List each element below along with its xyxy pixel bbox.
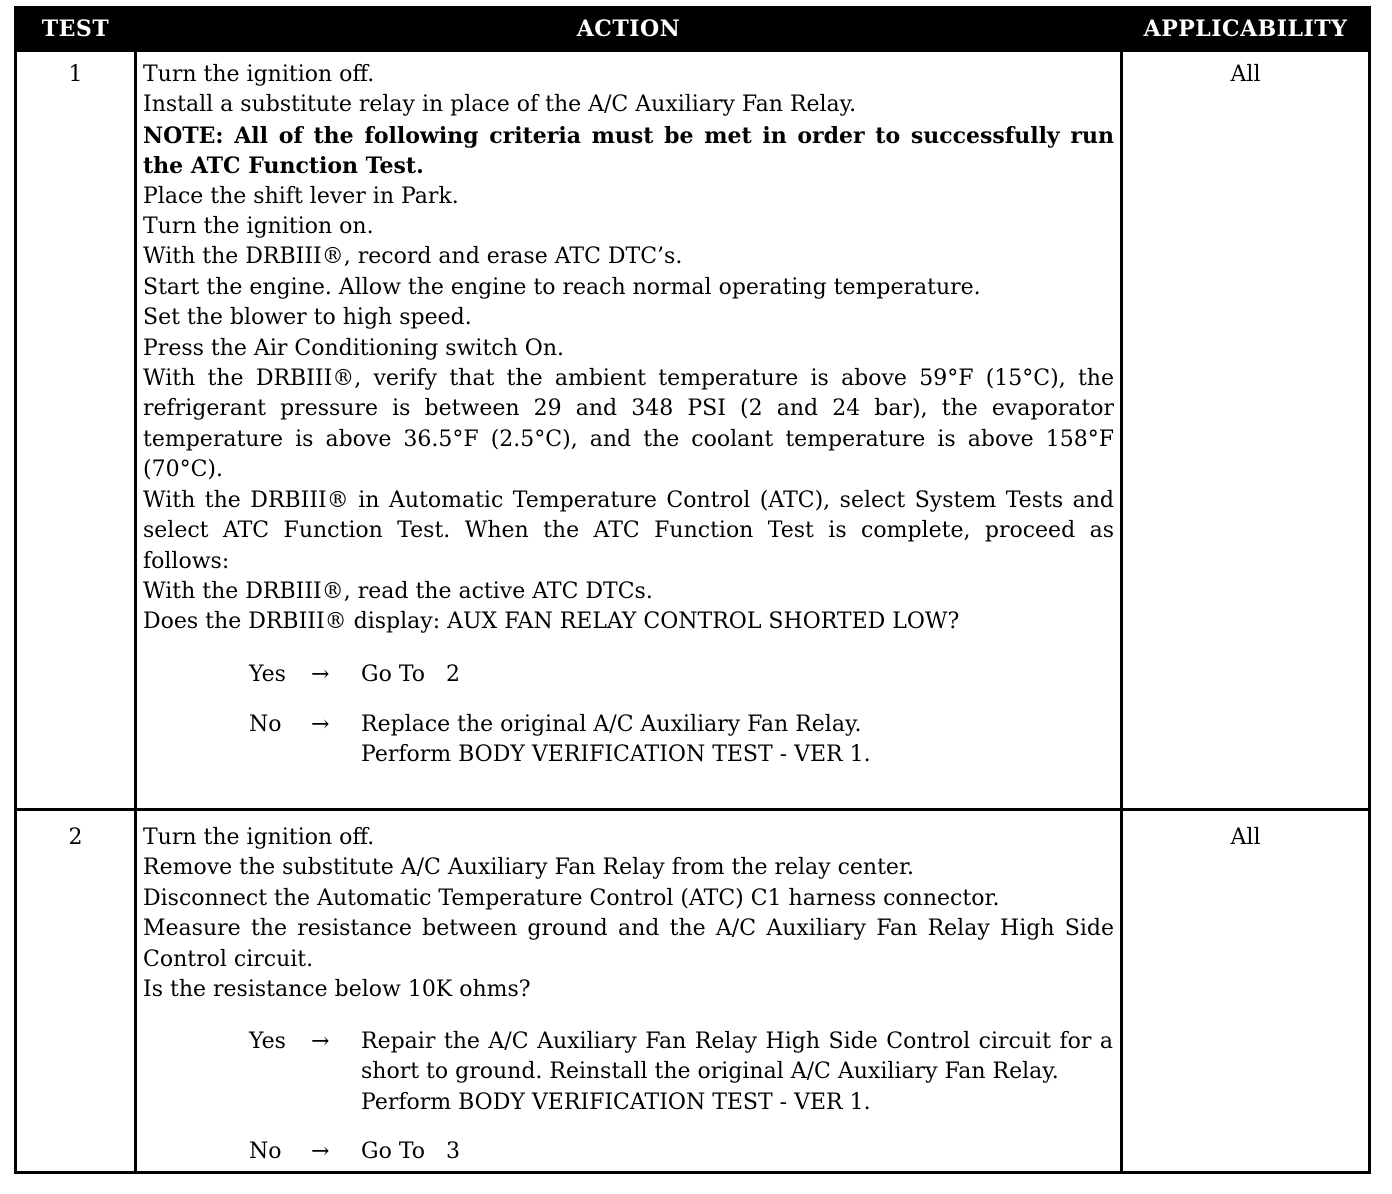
step-text: With the DRBIII®, record and erase ATC DTC’s. <box>143 244 683 270</box>
step-text: Turn the ignition off. <box>143 62 375 87</box>
arrow-icon: → <box>311 1029 330 1054</box>
question-text: Does the DRBIII® display: AUX FAN RELAY CONTROL SHORTED LOW? <box>143 609 960 635</box>
step-text: Press the Air Conditioning switch On. <box>143 335 564 361</box>
test-steps <box>143 823 1114 1005</box>
result-text: Perform BODY VERIFICATION TEST - VER 1. <box>361 1089 871 1115</box>
step-text: Set the blower to high speed. <box>143 305 472 331</box>
test-steps <box>143 60 1114 638</box>
test-number: 1 <box>68 62 83 87</box>
result-text: Repair the A/C Auxiliary Fan Relay High Side Control circuit for a short to ground. Reinstall the original A/C Auxiliary Fan Relay. <box>361 1029 1113 1085</box>
arrow-icon: → <box>311 662 330 687</box>
header-test: TEST <box>41 16 110 42</box>
step-text: Disconnect the Automatic Temperature Control (ATC) C1 harness connector. <box>143 885 1000 911</box>
note-text: NOTE: All of the following criteria must be met in order to successfully run the ATC Function Test. <box>143 122 1114 180</box>
answer-result <box>361 660 1113 690</box>
step-text: Start the engine. Allow the engine to reach normal operating temperature. <box>143 274 981 300</box>
step-text: Turn the ignition on. <box>143 214 374 240</box>
answer-result <box>361 1137 1113 1167</box>
step-text: With the DRBIII® in Automatic Temperature Control (ATC), select System Tests and select ATC Function Test. When the ATC Function Test is complete, proceed as follows: <box>143 487 1114 574</box>
step-text: Remove the substitute A/C Auxiliary Fan Relay from the relay center. <box>143 855 915 881</box>
goto-text: Go To 2 <box>361 662 460 687</box>
answer-result <box>361 710 1113 771</box>
answer-label: Yes <box>249 662 286 687</box>
column-divider <box>134 9 137 1171</box>
header-applicability: APPLICABILITY <box>1143 16 1348 42</box>
answer-result <box>361 1027 1113 1118</box>
answer-label: Yes <box>249 1029 286 1054</box>
goto-text: Go To 3 <box>361 1139 460 1164</box>
test-number: 2 <box>68 825 83 850</box>
step-text: With the DRBIII®, read the active ATC DTCs. <box>143 578 653 604</box>
arrow-icon: → <box>311 1139 330 1164</box>
answer-label: No <box>249 1139 282 1164</box>
arrow-icon: → <box>311 712 330 737</box>
test-applicability: All <box>1230 825 1261 850</box>
row-divider <box>17 808 1368 811</box>
table-header <box>17 9 1368 49</box>
step-text: With the DRBIII®, verify that the ambient temperature is above 59°F (15°C), the refrigerant pressure is between 29 and 348 PSI (2 and 24 bar), the evaporator temperature is above 36.5°F (2.5°C), and the coolant temperature is above 158°F (70°C). <box>143 366 1114 483</box>
header-action: ACTION <box>576 16 681 42</box>
diagnostic-test-table <box>14 6 1371 1174</box>
column-divider <box>1120 9 1123 1171</box>
result-text: Perform BODY VERIFICATION TEST - VER 1. <box>361 742 871 768</box>
answer-label: No <box>249 712 282 737</box>
step-text: Install a substitute relay in place of the A/C Auxiliary Fan Relay. <box>143 92 857 118</box>
step-text: Turn the ignition off. <box>143 825 375 850</box>
step-text: Measure the resistance between ground and the A/C Auxiliary Fan Relay High Side Control circuit. <box>143 916 1114 972</box>
test-applicability: All <box>1230 62 1261 87</box>
result-text: Replace the original A/C Auxiliary Fan Relay. <box>361 712 862 737</box>
header-divider <box>17 49 1368 52</box>
question-text: Is the resistance below 10K ohms? <box>143 977 531 1003</box>
step-text: Place the shift lever in Park. <box>143 183 459 209</box>
